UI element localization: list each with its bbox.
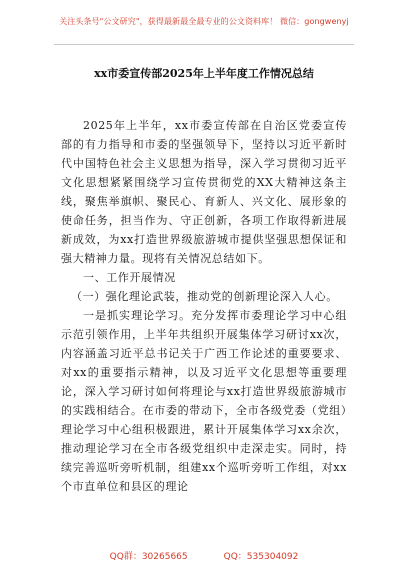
subsection-body: 一是抓实理论学习。充分发挥市委理论学习中心组示范引领作用，上半年共组织开展集体学习研讨xx次，内容涵盖习近平总书记关于广西工作论述的重要要求、对xx的重要指示精神，以及习近平文化思想等重要理论，深入学习研讨如何将理论与xx打造世界级旅游城市的实践相结合。在市委的带动下，全市各级党委（党组）理论学习中心组积极跟进，累计开展集体学习xx余次，推动理论学习在全市各级党组织中走深走实。同时，持续完善巡听旁听机制，组建xx个巡听旁听工作组，对xx个市直单位和县区的理论: [61, 309, 347, 493]
document-body: [61, 116, 347, 496]
header-divider: [54, 44, 354, 45]
footer-qq: QQ：535304092: [223, 552, 299, 562]
footer-qq-group: QQ群：30265665: [109, 552, 188, 562]
subsection-heading: （一）强化理论武装，推动党的创新理论深入人心。: [71, 290, 338, 303]
top-banner: 关注头条号"公文研究"，获得最新最全最专业的公文资料库！ 微信：gongwenyj: [59, 17, 349, 26]
footer-contact: [0, 549, 408, 562]
intro-paragraph: 2025年上半年，xx市委宣传部在自治区党委宣传部的有力指导和市委的坚强领导下，坚持以习近平新时代中国特色社会主义思想为指导，深入学习贯彻习近平文化思想紧紧围绕学习宣传贯彻党的XX大精神这条主线，聚焦举旗帜、聚民心、育新人、兴文化、展形象的使命任务，担当作为、守正创新，各项工作取得新进展新成效，为xx打造世界级旅游城市提供坚强思想保证和强大精神力量。现将有关情况总结如下。: [61, 119, 347, 265]
section-heading: 一、工作开展情况: [83, 271, 176, 284]
document-title: xx市委宣传部2025年上半年度工作情况总结: [94, 67, 314, 80]
